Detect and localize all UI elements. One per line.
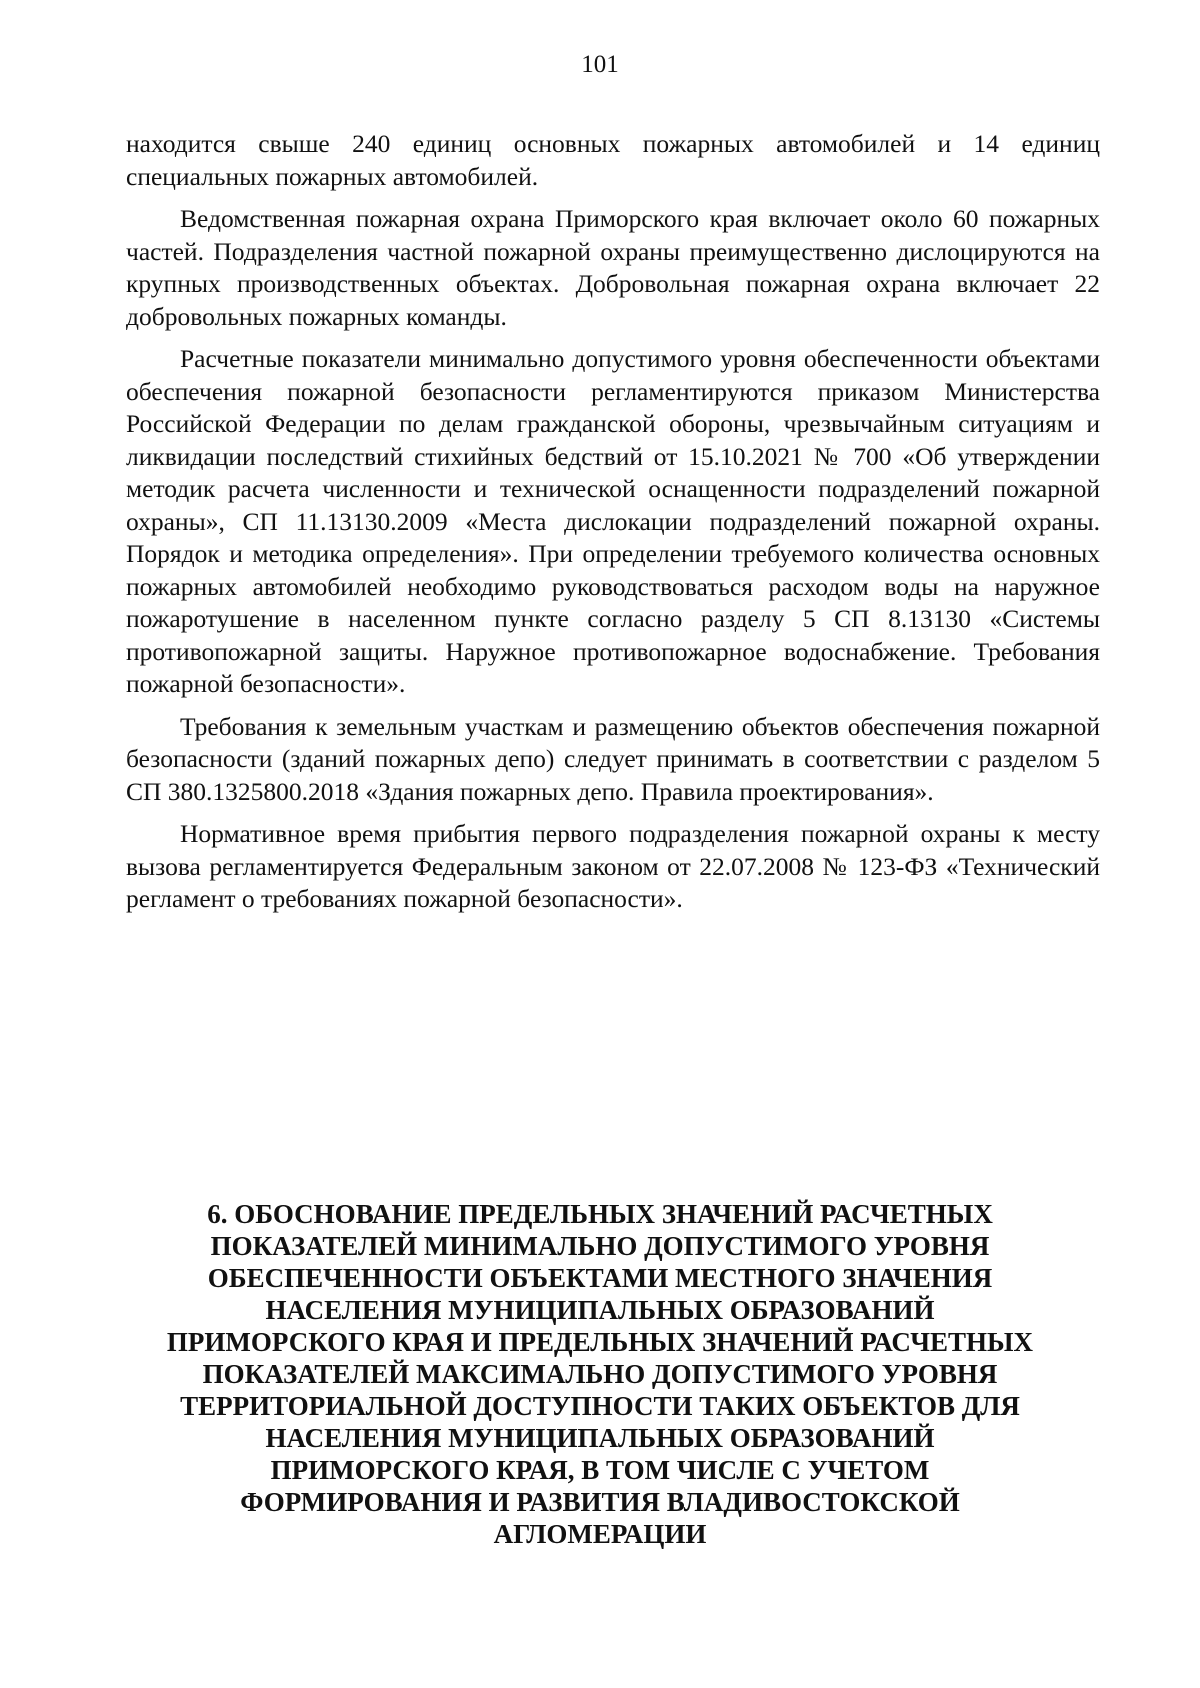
heading-line: ПРИМОРСКОГО КРАЯ, В ТОМ ЧИСЛЕ С УЧЕТОМ — [270, 1455, 930, 1485]
page-number: 101 — [581, 51, 619, 78]
heading-line: ОБЕСПЕЧЕННОСТИ ОБЪЕКТАМИ МЕСТНОГО ЗНАЧЕНИЯ — [207, 1263, 993, 1293]
paragraph-arrival-time: Нормативное время прибытия первого подразделения пожарной охраны к месту вызова регламентируется Федеральным законом от 22.07.2008 № 123-ФЗ «Технический регламент о требованиях пожарной безопасности». — [126, 819, 1100, 913]
heading-line: ТЕРРИТОРИАЛЬНОЙ ДОСТУПНОСТИ ТАКИХ ОБЪЕКТОВ ДЛЯ — [180, 1391, 1020, 1421]
heading-line: ПРИМОРСКОГО КРАЯ И ПРЕДЕЛЬНЫХ ЗНАЧЕНИЙ РАСЧЕТНЫХ — [166, 1327, 1034, 1357]
paragraph-continuation: находится свыше 240 единиц основных пожарных автомобилей и 14 единиц специальных пожарных автомобилей. — [126, 129, 1100, 191]
heading-line: ФОРМИРОВАНИЯ И РАЗВИТИЯ ВЛАДИВОСТОКСКОЙ — [240, 1487, 960, 1517]
heading-line: 6. ОБОСНОВАНИЕ ПРЕДЕЛЬНЫХ ЗНАЧЕНИЙ РАСЧЕТНЫХ — [207, 1199, 993, 1229]
paragraph-departmental-fire-protection: Ведомственная пожарная охрана Приморского края включает около 60 пожарных частей. Подразделения частной пожарной охраны преимущественно дислоцируются на крупных производственных объектах. Добровольная пожарная охрана включает 22 добровольных пожарных команды. — [126, 204, 1100, 331]
heading-line: ПОКАЗАТЕЛЕЙ МАКСИМАЛЬНО ДОПУСТИМОГО УРОВНЯ — [202, 1359, 998, 1389]
heading-line: ПОКАЗАТЕЛЕЙ МИНИМАЛЬНО ДОПУСТИМОГО УРОВНЯ — [210, 1231, 990, 1261]
heading-line: АГЛОМЕРАЦИИ — [493, 1519, 707, 1549]
body-text — [126, 128, 1100, 926]
paragraph-calculation-indicators: Расчетные показатели минимально допустимого уровня обеспеченности объектами обеспечения пожарной безопасности регламентируются приказом Министерства Российской Федерации по делам гражданской обороны, чрезвычайным ситуациям и ликвидации последствий стихийных бедствий от 15.10.2021 № 700 «Об утверждении методик расчета численности и технической оснащенности подразделений пожарной охраны», СП 11.13130.2009 «Места дислокации подразделений пожарной охраны. Порядок и методика определения». При определении требуемого количества основных пожарных автомобилей необходимо руководствоваться расходом воды на наружное пожаротушение в населенном пункте согласно разделу 5 СП 8.13130 «Системы противопожарной защиты. Наружное противопожарное водоснабжение. Требования пожарной безопасности». — [126, 344, 1100, 698]
paragraph-land-requirements: Требования к земельным участкам и размещению объектов обеспечения пожарной безопасности (зданий пожарных депо) следует принимать в соответствии с разделом 5 СП 380.1325800.2018 «Здания пожарных депо. Правила проектирования». — [126, 711, 1100, 806]
section-heading — [150, 1198, 1050, 1550]
heading-line: НАСЕЛЕНИЯ МУНИЦИПАЛЬНЫХ ОБРАЗОВАНИЙ — [265, 1295, 935, 1325]
heading-line: НАСЕЛЕНИЯ МУНИЦИПАЛЬНЫХ ОБРАЗОВАНИЙ — [265, 1423, 935, 1453]
